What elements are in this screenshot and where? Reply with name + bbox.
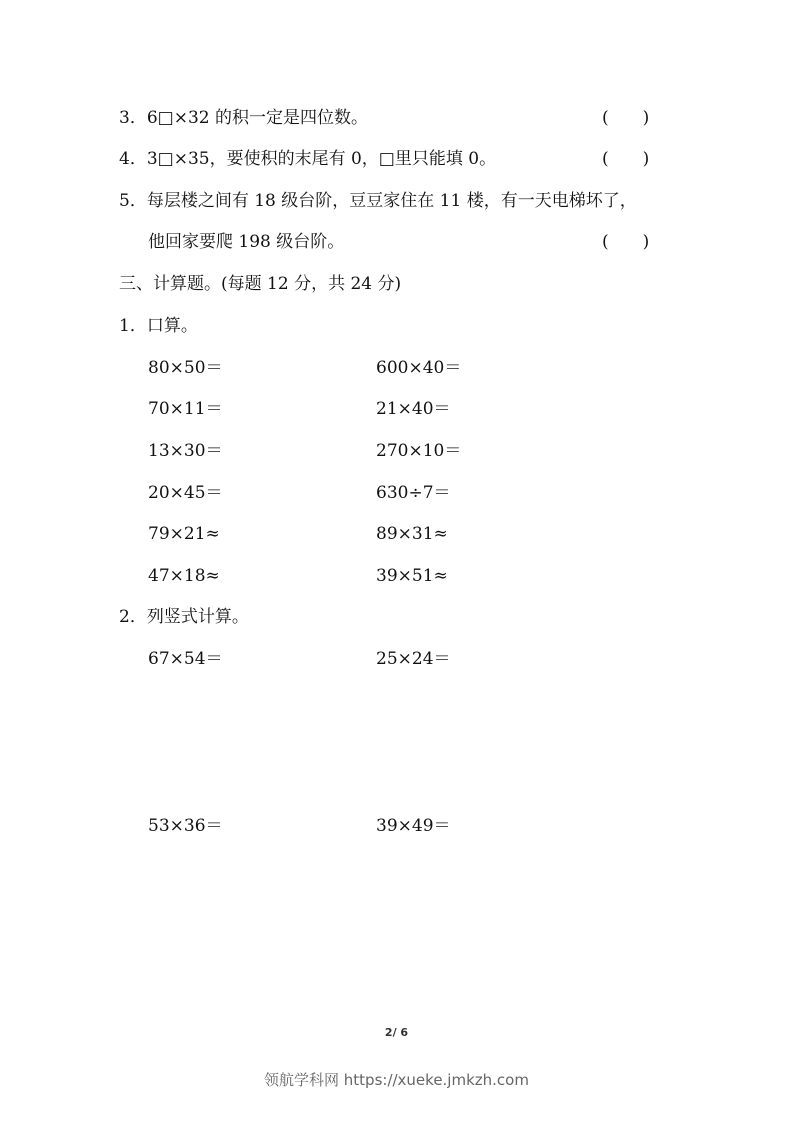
oral-problem: 21×40＝ — [376, 399, 451, 419]
vertical-problem: 39×49＝ — [376, 816, 451, 836]
oral-problem: 39×51≈ — [376, 566, 448, 586]
oral-problem: 47×18≈ — [148, 566, 220, 586]
oral-problem: 79×21≈ — [148, 524, 220, 544]
answer-parentheses: ( ) — [602, 149, 650, 169]
oral-problem: 630÷7＝ — [376, 483, 451, 503]
page-number: 2/ 6 — [384, 1026, 409, 1039]
section-heading: 三、计算题。(每题 12 分，共 24 分) — [119, 274, 402, 294]
judge-item-5-continuation: 他回家要爬 198 级台阶。 — [148, 232, 345, 252]
question-title: 2．列竖式计算。 — [119, 607, 249, 627]
watermark: 领航学科网 https://xueke.jmkzh.com — [264, 1071, 529, 1089]
oral-problem: 600×40＝ — [376, 358, 462, 378]
oral-problem: 70×11＝ — [148, 399, 223, 419]
vertical-problem: 67×54＝ — [148, 649, 223, 669]
judge-item-4: 4．3□×35，要使积的末尾有 0，□里只能填 0。 — [119, 149, 497, 169]
question-title: 1．口算。 — [119, 316, 198, 336]
judge-item-3: 3．6□×32 的积一定是四位数。 — [119, 108, 368, 128]
vertical-problem: 53×36＝ — [148, 816, 223, 836]
oral-problem: 13×30＝ — [148, 441, 223, 461]
judge-item-5: 5．每层楼之间有 18 级台阶，豆豆家住在 11 楼，有一天电梯坏了， — [119, 191, 637, 211]
answer-parentheses: ( ) — [602, 108, 650, 128]
oral-problem: 80×50＝ — [148, 358, 223, 378]
oral-problem: 89×31≈ — [376, 524, 448, 544]
answer-parentheses: ( ) — [602, 232, 650, 252]
oral-problem: 270×10＝ — [376, 441, 462, 461]
vertical-problem: 25×24＝ — [376, 649, 451, 669]
oral-problem: 20×45＝ — [148, 483, 223, 503]
